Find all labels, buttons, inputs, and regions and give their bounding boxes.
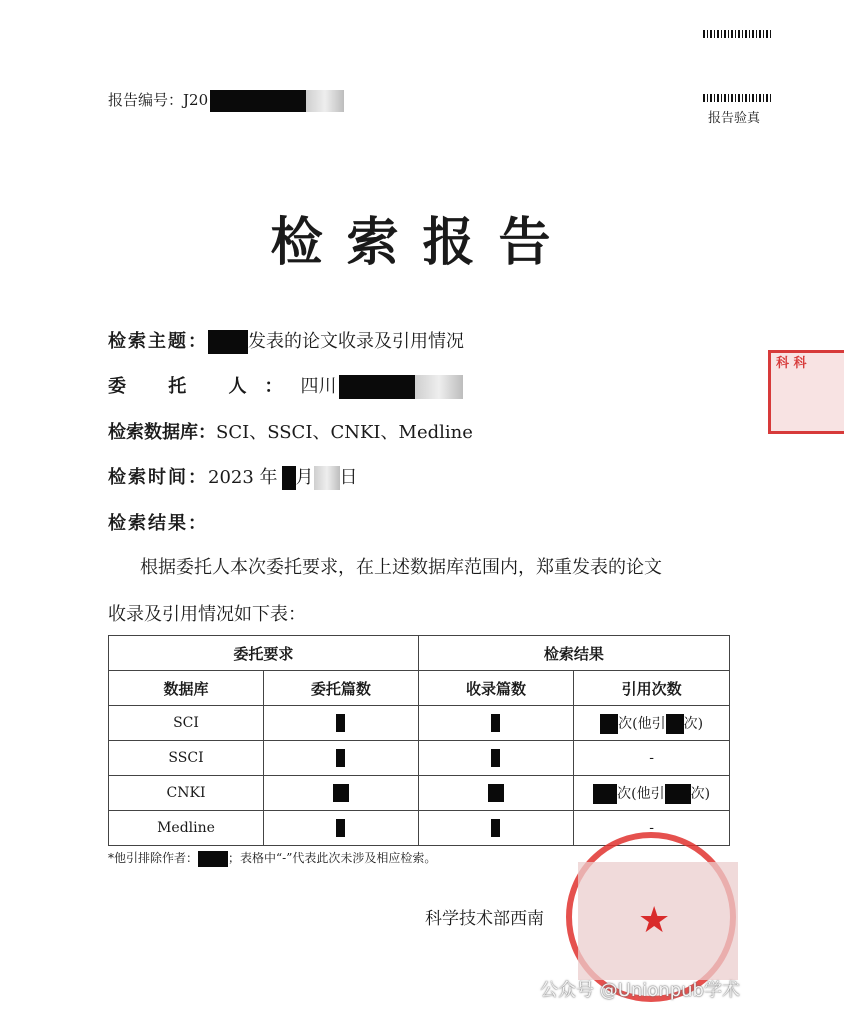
table-row bbox=[109, 776, 730, 811]
verification-code-top bbox=[703, 30, 773, 38]
cell-database: Medline bbox=[109, 811, 264, 846]
redaction-block bbox=[491, 819, 500, 837]
field-topic bbox=[108, 327, 464, 354]
verify-label: 报告验真 bbox=[708, 111, 761, 126]
redaction-block bbox=[210, 90, 306, 112]
cell-database: SSCI bbox=[109, 741, 264, 776]
field-client bbox=[108, 372, 463, 399]
body-paragraph-line2: 收录及引用情况如下表： bbox=[108, 604, 306, 625]
cell-database: CNKI bbox=[109, 776, 264, 811]
result-label: 检索结果： bbox=[108, 513, 208, 534]
time-year: 2023 年 bbox=[208, 467, 278, 488]
cell-requested bbox=[264, 811, 419, 846]
col-header-requested: 委托篇数 bbox=[264, 671, 419, 706]
document-title: 检索报告 bbox=[270, 213, 575, 273]
redaction-block bbox=[336, 819, 345, 837]
results-table bbox=[108, 635, 730, 846]
seal-star-icon: ★ bbox=[638, 900, 671, 941]
table-row bbox=[109, 706, 730, 741]
cell-database: SCI bbox=[109, 706, 264, 741]
redaction-block bbox=[491, 714, 500, 732]
watermark: 公众号 @Unionpub学术 bbox=[540, 980, 740, 1001]
redaction-block bbox=[593, 784, 617, 804]
cell-indexed bbox=[418, 776, 574, 811]
col-header-indexed: 收录篇数 bbox=[418, 671, 574, 706]
blurred-block bbox=[415, 375, 463, 399]
side-seal-text: 科 科 bbox=[776, 356, 807, 371]
database-label: 检索数据库： bbox=[108, 422, 216, 443]
cell-requested bbox=[264, 741, 419, 776]
footnote-prefix: *他引排除作者： bbox=[108, 851, 199, 865]
redaction-block bbox=[208, 330, 248, 354]
cell-citations: - bbox=[574, 741, 730, 776]
redaction-block bbox=[198, 851, 228, 867]
col-header-database: 数据库 bbox=[109, 671, 264, 706]
redaction-block bbox=[336, 714, 345, 732]
redaction-block bbox=[336, 749, 345, 767]
redaction-block bbox=[666, 714, 684, 734]
report-number bbox=[108, 89, 344, 112]
footnote-suffix: ；表格中“-”代表此次未涉及相应检索。 bbox=[228, 851, 437, 865]
redaction-block bbox=[282, 466, 296, 490]
blurred-block bbox=[306, 90, 344, 112]
redaction-block bbox=[665, 784, 691, 804]
verification-code-bottom bbox=[703, 94, 773, 102]
redaction-block bbox=[491, 749, 500, 767]
topic-value: 发表的论文收录及引用情况 bbox=[248, 331, 464, 352]
redaction-block bbox=[333, 784, 349, 802]
cell-indexed bbox=[418, 741, 574, 776]
time-month: 月 bbox=[295, 467, 314, 488]
client-label: 委 托 人： bbox=[108, 376, 301, 397]
cell-citations bbox=[574, 706, 730, 741]
citations-text-a: 次(他引 bbox=[618, 715, 666, 732]
cell-requested bbox=[264, 776, 419, 811]
redaction-block bbox=[339, 375, 415, 399]
blurred-block bbox=[314, 466, 340, 490]
table-column-header-row bbox=[109, 671, 730, 706]
col-header-citations: 引用次数 bbox=[574, 671, 730, 706]
redaction-block bbox=[488, 784, 504, 802]
report-number-label: 报告编号： bbox=[108, 91, 184, 109]
cell-indexed bbox=[418, 811, 574, 846]
topic-label: 检索主题： bbox=[108, 331, 208, 352]
cell-requested bbox=[264, 706, 419, 741]
field-result bbox=[108, 509, 208, 535]
redaction-block bbox=[600, 714, 618, 734]
issuer-name: 科学技术部西南 bbox=[425, 909, 544, 929]
citations-text-a: 次(他引 bbox=[617, 785, 665, 802]
cell-citations: - bbox=[574, 811, 730, 846]
client-value: 四川 bbox=[300, 376, 337, 397]
cell-citations bbox=[574, 776, 730, 811]
group-header-request: 委托要求 bbox=[109, 636, 419, 671]
time-label: 检索时间： bbox=[108, 467, 208, 488]
citations-text-b: 次) bbox=[683, 715, 704, 732]
table-row bbox=[109, 741, 730, 776]
footnote bbox=[108, 849, 436, 867]
field-time bbox=[108, 463, 358, 490]
body-paragraph-line1: 根据委托人本次委托要求，在上述数据库范围内，郑重发表的论文 bbox=[140, 557, 662, 578]
group-header-result: 检索结果 bbox=[418, 636, 729, 671]
citations-text-b: 次) bbox=[690, 785, 711, 802]
time-day: 日 bbox=[339, 467, 358, 488]
database-value: SCI、SSCI、CNKI、Medline bbox=[216, 422, 473, 443]
table-group-header-row bbox=[109, 636, 730, 671]
report-number-prefix: J20 bbox=[183, 91, 209, 109]
cell-indexed bbox=[418, 706, 574, 741]
field-database bbox=[108, 418, 473, 444]
